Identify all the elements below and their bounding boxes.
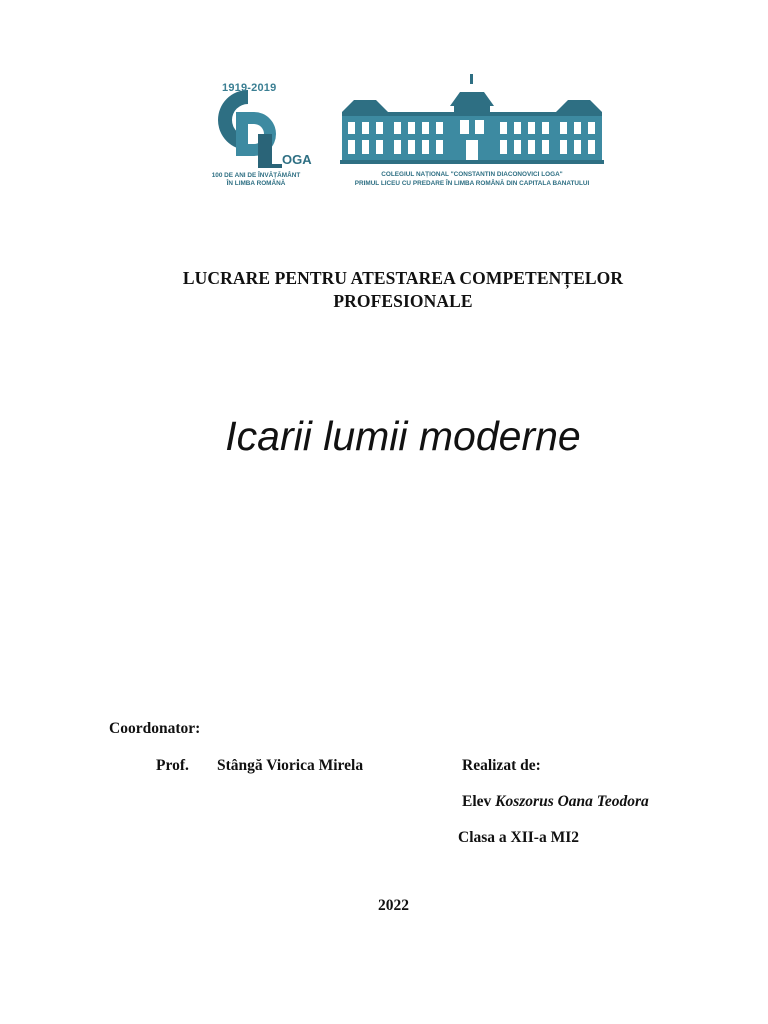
coordinator-name: Stângă Viorica Mirela	[217, 757, 364, 774]
author-class: Clasa a XII-a MI2	[458, 829, 579, 846]
author-prefix: Elev	[462, 793, 492, 810]
logo-years: 1919-2019	[222, 82, 277, 94]
coordinator-label: Coordonator:	[109, 720, 201, 737]
logo-name-fragment: OGA	[282, 152, 312, 167]
document-title: LUCRARE PENTRU ATESTAREA COMPETENȚELOR PROFESIONALE	[182, 268, 624, 311]
thesis-subject: Icarii lumii moderne	[225, 413, 581, 459]
document-year: 2022	[378, 897, 409, 914]
author-name: Koszorus Oana Teodora	[495, 793, 649, 810]
author-label: Realizat de:	[462, 757, 541, 774]
coordinator-prefix: Prof.	[156, 757, 189, 774]
college-caption: COLEGIUL NAȚIONAL "CONSTANTIN DIACONOVICI LOGA" PRIMUL LICEU CU PREDARE ÎN LIMBA ROMÂNĂ DIN CAPITALA BANATULUI	[354, 171, 590, 187]
logo-subtitle: 100 DE ANI DE ÎNVĂȚĂMÂNT ÎN LIMBA ROMÂNĂ	[211, 172, 301, 187]
author-line	[462, 793, 649, 811]
